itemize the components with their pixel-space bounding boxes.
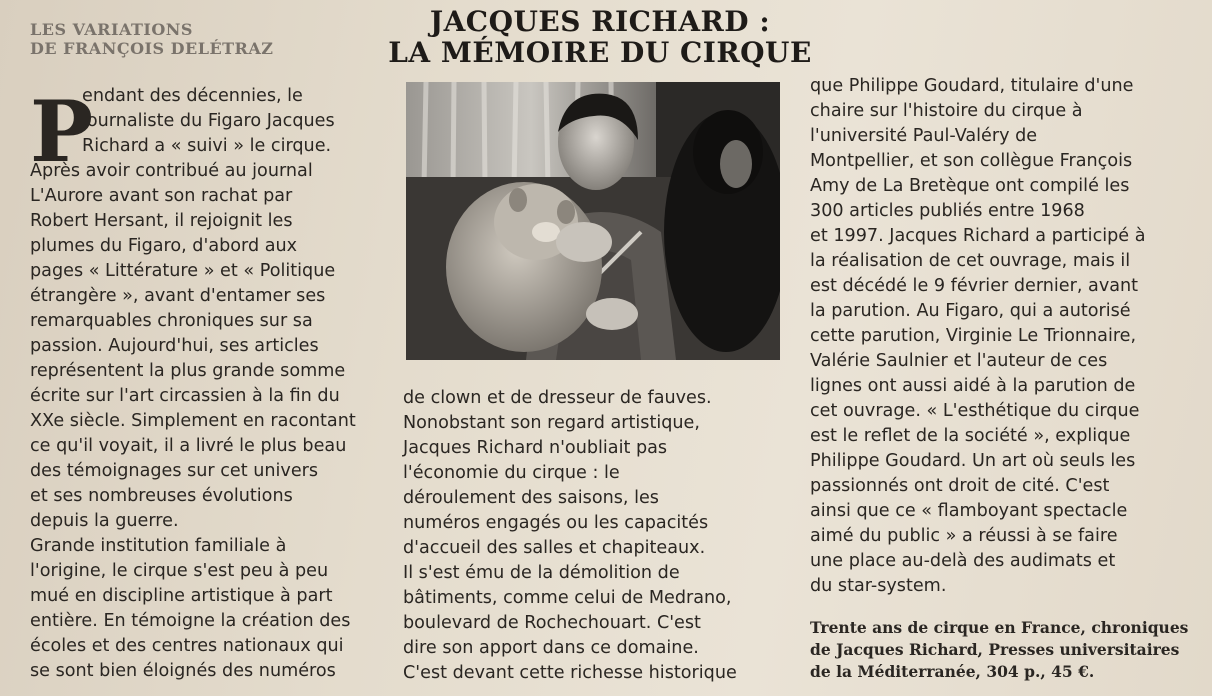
text-line: passion. Aujourd'hui, ses articles bbox=[30, 336, 319, 356]
text-line: est décédé le 9 février dernier, avant bbox=[810, 276, 1139, 296]
text-line: ce qu'il voyait, il a livré le plus beau bbox=[30, 436, 347, 456]
text-line: l'université Paul-Valéry de bbox=[810, 126, 1038, 146]
text-line: passionnés ont droit de cité. C'est bbox=[810, 476, 1110, 496]
left-column bbox=[30, 84, 375, 684]
text-line: 300 articles publiés entre 1968 bbox=[810, 201, 1085, 221]
text-line: numéros engagés ou les capacités bbox=[403, 513, 709, 533]
text-line: L'Aurore avant son rachat par bbox=[30, 186, 293, 206]
text-line: Valérie Saulnier et l'auteur de ces bbox=[810, 351, 1108, 371]
book-caption bbox=[810, 617, 1195, 683]
text-line: du star-system. bbox=[810, 576, 947, 596]
text-line: C'est devant cette richesse historique bbox=[403, 663, 737, 683]
text-line: entière. En témoigne la création des bbox=[30, 611, 351, 631]
text-line: représentent la plus grande somme bbox=[30, 361, 346, 381]
text-line: ainsi que ce « flamboyant spectacle bbox=[810, 501, 1128, 521]
text-line: cet ouvrage. « L'esthétique du cirque bbox=[810, 401, 1140, 421]
text-line: une place au-delà des audimats et bbox=[810, 551, 1116, 571]
text-line: depuis la guerre. bbox=[30, 511, 179, 531]
text-line: aimé du public » a réussi à se faire bbox=[810, 526, 1118, 546]
text-line: écrite sur l'art circassien à la fin du bbox=[30, 386, 340, 406]
text-line: que Philippe Goudard, titulaire d'une bbox=[810, 76, 1134, 96]
text-line: Nonobstant son regard artistique, bbox=[403, 413, 700, 433]
headline-line-1: JACQUES RICHARD : bbox=[429, 5, 771, 38]
text-line: Montpellier, et son collègue François bbox=[810, 151, 1133, 171]
text-line: et 1997. Jacques Richard a participé à bbox=[810, 226, 1146, 246]
text-line: cette parution, Virginie Le Trionnaire, bbox=[810, 326, 1137, 346]
text-line: la parution. Au Figaro, qui a autorisé bbox=[810, 301, 1131, 321]
text-line: la réalisation de cet ouvrage, mais il bbox=[810, 251, 1131, 271]
text-line: est le reflet de la société », explique bbox=[810, 426, 1131, 446]
text-line: lignes ont aussi aidé à la parution de bbox=[810, 376, 1136, 396]
photo-alt-text bbox=[0, 0, 1, 1]
text-line: XXe siècle. Simplement en racontant bbox=[30, 411, 356, 431]
text-line: remarquables chroniques sur sa bbox=[30, 311, 313, 331]
caption-line: Trente ans de cirque en France, chroniques bbox=[810, 618, 1189, 637]
text-line: l'économie du cirque : le bbox=[403, 463, 620, 483]
text-line: chaire sur l'histoire du cirque à bbox=[810, 101, 1083, 121]
text-line: Amy de La Bretèque ont compilé les bbox=[810, 176, 1130, 196]
text-line: déroulement des saisons, les bbox=[403, 488, 659, 508]
drop-cap: P bbox=[30, 82, 94, 181]
text-line: étrangère », avant d'entamer ses bbox=[30, 286, 326, 306]
text-line: bâtiments, comme celui de Medrano, bbox=[403, 588, 732, 608]
caption-line: de la Méditerranée, 304 p., 45 €. bbox=[810, 662, 1095, 681]
text-line: se sont bien éloignés des numéros bbox=[30, 661, 336, 681]
text-line: endant des décennies, le bbox=[82, 86, 303, 106]
right-column bbox=[810, 74, 1195, 599]
text-line: Jacques Richard n'oubliait pas bbox=[403, 438, 668, 458]
text-line: Philippe Goudard. Un art où seuls les bbox=[810, 451, 1136, 471]
middle-column bbox=[403, 386, 788, 686]
text-line: Robert Hersant, il rejoignit les bbox=[30, 211, 293, 231]
article-photo bbox=[406, 82, 780, 360]
text-line: l'origine, le cirque s'est peu à peu bbox=[30, 561, 329, 581]
text-line: boulevard de Rochechouart. C'est bbox=[403, 613, 701, 633]
section-kicker bbox=[30, 20, 273, 58]
text-line: Grande institution familiale à bbox=[30, 536, 287, 556]
text-line: Richard a « suivi » le cirque. bbox=[82, 136, 332, 156]
text-line: plumes du Figaro, d'abord aux bbox=[30, 236, 298, 256]
text-line: Après avoir contribué au journal bbox=[30, 161, 313, 181]
headline-line-2: LA MÉMOIRE DU CIRQUE bbox=[388, 36, 812, 69]
caption-line: de Jacques Richard, Presses universitaires bbox=[810, 640, 1180, 659]
kicker-line-2: DE FRANÇOIS DELÉTRAZ bbox=[30, 39, 274, 58]
text-line: d'accueil des salles et chapiteaux. bbox=[403, 538, 706, 558]
text-line: dire son apport dans ce domaine. bbox=[403, 638, 699, 658]
text-line: et ses nombreuses évolutions bbox=[30, 486, 293, 506]
kicker-line-1: LES VARIATIONS bbox=[30, 20, 193, 39]
text-line: écoles et des centres nationaux qui bbox=[30, 636, 344, 656]
text-line: des témoignages sur cet univers bbox=[30, 461, 319, 481]
text-line: pages « Littérature » et « Politique bbox=[30, 261, 336, 281]
text-line: journaliste du Figaro Jacques bbox=[82, 111, 335, 131]
article-headline bbox=[370, 6, 830, 68]
text-line: de clown et de dresseur de fauves. bbox=[403, 388, 712, 408]
photo-illustration bbox=[406, 82, 780, 360]
text-line: Il s'est ému de la démolition de bbox=[403, 563, 680, 583]
text-line: mué en discipline artistique à part bbox=[30, 586, 333, 606]
